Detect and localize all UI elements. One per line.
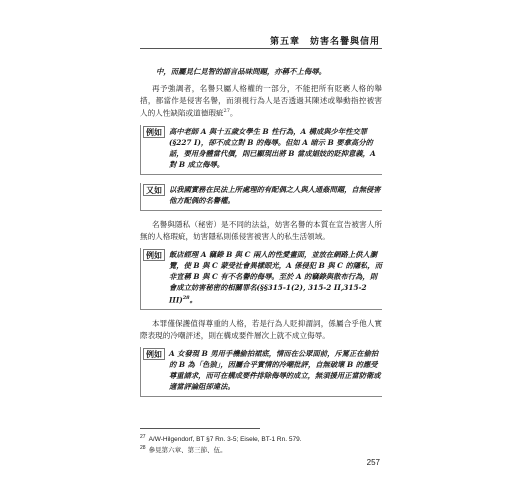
footnotes [140, 433, 382, 455]
paragraph-1: 再予強調者，名譽只屬人格權的一部分，不能把所有貶褻人格的舉措，都當作是侵害名譽，而須視行為人是否透過其陳述或舉動指控被害人的人性缺陷或道德瑕疵$^{27}$。 [140, 84, 382, 118]
footnote-ref-28[interactable]: 28 [182, 295, 190, 302]
example-text: 以我國實務在民法上所處理的有配偶之人與人通姦問題，自無侵害他方配偶的名譽權。 [169, 185, 381, 206]
example-tag: 例如 [143, 249, 165, 261]
example-tag: 例如 [143, 126, 165, 138]
footnote-27: $^{27}$ A/W-Hilgendorf, BT §7 Rn. 3-5; Eisele, BT-1 Rn. 579. [140, 434, 302, 444]
page-number: 257 [366, 458, 380, 467]
paragraph-3: 本罪僅保護值得尊重的人格，若是行為人貶抑謂詞，係屬合乎他人實際表現的冷嘲評述，則在構成要件層次上就不成立侮辱。 [140, 319, 382, 340]
example-box-2 [140, 183, 382, 211]
example-tag: 例如 [143, 348, 165, 360]
footnote-rule [140, 428, 260, 429]
example-box-3 [140, 248, 382, 310]
example-text: A 女發現 B 男用手機偷拍裙底，情而在公眾面前，斥罵正在偷拍的 B 為「色狼」，因屬合乎實情的冷嘲批評，自無破壞 B 的應受尊重請求，而可在構成要件排除侮辱的成立，無須援用正當防衛或適當評論阻卻違法。 [169, 349, 381, 392]
example-text: 飯店經理 A 竊錄 B 與 C 兩人的性愛畫面，並放在網路上供人瀏覽，使 B 與 C 蒙受社會異樣眼光，A 係侵犯 B 與 C 的隱私，而非宣稱 B 與 C 有不名譽的侮辱。至於 A 的竊錄與散布行為，則會成立妨害秘密的相關罪名(§§315-1(2), 315-2 II,315-2 III)$^{28}$。 [169, 250, 383, 305]
example-box-1 [140, 125, 382, 175]
running-header: 第五章 妨害名譽與信用 [269, 37, 380, 47]
body-text [140, 66, 382, 405]
paragraph-2: 名譽與隱私（秘密）是不同的法益，妨害名譽的本質在宣告被害人所無的人格瑕疵，妨害隱私則係侵害被害人的私生活領域。 [140, 220, 382, 241]
footnote-28: $^{28}$ 參見第六章、第三節、伍。 [140, 445, 227, 455]
lead-line: 中，而屬見仁見智的語言品味問題，亦稱不上侮辱。 [156, 67, 326, 76]
footnote-ref-27[interactable]: 27 [223, 108, 230, 114]
example-tag: 又如 [143, 184, 165, 196]
example-box-4 [140, 347, 382, 397]
example-text: 高中老師 A 與十五歲女學生 B 性行為，A 構成與少年性交罪(§227 I)，卻不成立對 B 的侮辱。但如 A 暗示 B 要拿高分的話，要用身體當代價，則已顯現出將 B 當成娼妓的貶抑意義，A 對 B 成立侮辱。 [169, 127, 376, 170]
header-rule [140, 48, 382, 49]
